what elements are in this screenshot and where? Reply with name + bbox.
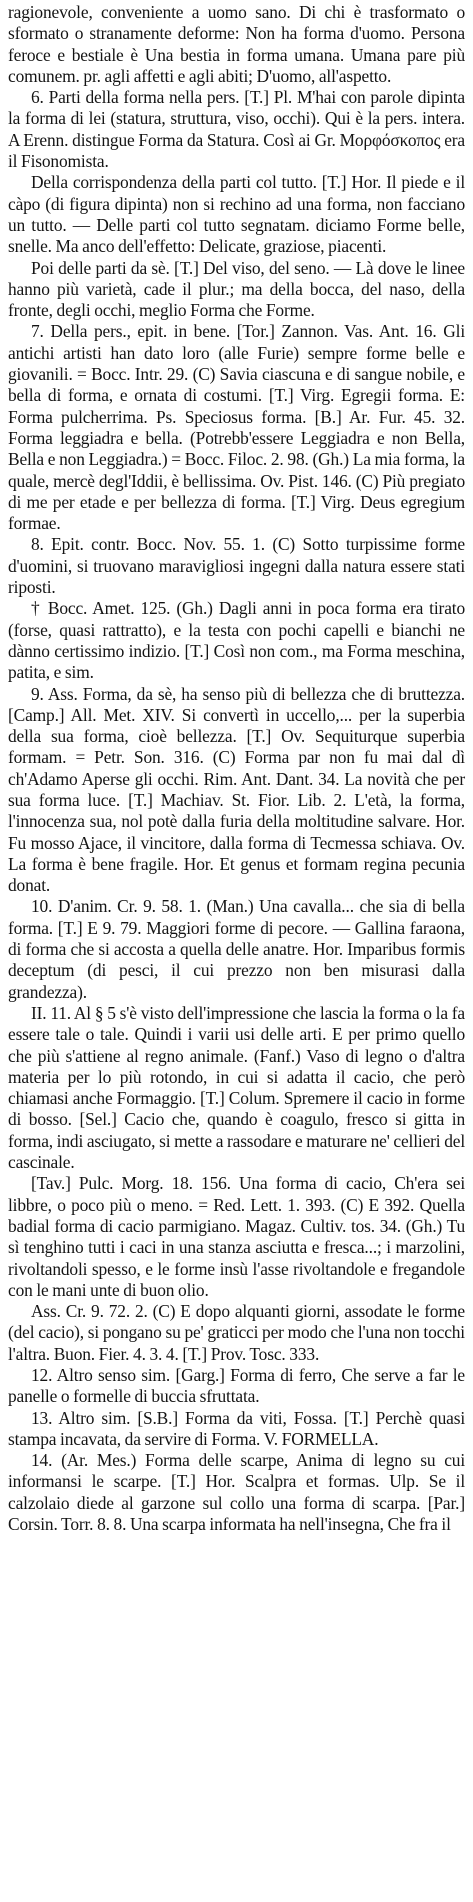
paragraph-parts: Poi delle parti da sè. [T.] Del viso, del seno. — Là dove le linee hanno più varietà, cade il plur.; ma della bocca, del naso, della fronte, degli occhi, meglio Forma che Forme. [8, 257, 465, 321]
dictionary-column [8, 2, 465, 1535]
paragraph-sense-13: 13. Altro sim. [S.B.] Forma da viti, Fossa. [T.] Perchè quasi stampa incavata, da servire di Forma. V. FORMELLA. [8, 1407, 465, 1449]
paragraph-ass: Ass. Cr. 9. 72. 2. (C) E dopo alquanti giorni, assodate le forme (del cacio), si pongano su pe' graticci per modo che l'una non tocchi l'altra. Buon. Fier. 4. 3. 4. [T.] Prov. Tosc. 333. [8, 1301, 465, 1364]
paragraph-sense-10: 10. D'anim. Cr. 9. 58. 1. (Man.) Una cavalla... che sia di bella forma. [T.] E 9. 79. Maggiori forme di pecore. — Gallina faraona, di forma che si accosta a quella delle anatre. Hor. Imparibus formis deceptum (di pesci, il cui prezzo non ben misurasi dalla grandezza). [8, 896, 465, 1002]
paragraph-sense-7: 7. Della pers., epit. in bene. [Tor.] Zannon. Vas. Ant. 16. Gli antichi artisti han dato loro (alle Furie) sempre forme belle e giovanili. = Bocc. Intr. 29. (C) Savia ciascuna e di sangue nobile, e bella di forma, e ornata di costumi. [T.] Virg. Egregii forma. E: Forma pulcherrima. Ps. Speciosus forma. [B.] Ar. Fur. 45. 32. Forma leggiadra e bella. (Potrebb'essere Leggiadra e non Bella, Bella e non Leggiadra.) = Bocc. Filoc. 2. 98. (Gh.) La mia forma, la quale, mercè degl'Iddii, è bellissima. Ov. Pist. 146. (C) Più pregiato di me per etade e per bellezza di forma. [T.] Virg. Deus egregium formae. [8, 321, 465, 534]
paragraph-cheese-citations: [Tav.] Pulc. Morg. 18. 156. Una forma di cacio, Ch'era sei libbre, o poco più o meno. = Red. Lett. 1. 393. (C) E 392. Quella badial forma di cacio parmigiano. Magaz. Cultiv. tos. 34. (Gh.) Tu sì tenghino tutti i caci in una stanza asciutta e fresca...; i marzolini, rivoltandoli spesso, e le forme insù l'asse rivoltandole e fregandole con le mani unte di buon olio. [8, 1173, 465, 1300]
paragraph-obsolete: † Bocc. Amet. 125. (Gh.) Dagli anni in poca forma era tirato (forse, quasi rattratto), e la testa con pochi capelli e bianchi ne dànno certissimo indizio. [T.] Così non com., ma Forma meschina, patita, e sim. [8, 598, 465, 683]
paragraph-sense-9: 9. Ass. Forma, da sè, ha senso più di bellezza che di bruttezza. [Camp.] All. Met. XIV. Si convertì in uccello,... per la superbia della sua forma, cioè bellezza. [T.] Ov. Sequiturque superbia formam. = Petr. Son. 316. (C) Forma par non fu mai dal dì ch'Adamo Aperse gli occhi. Rim. Ant. Dant. 34. La novità che per sua forma luce. [T.] Machiav. St. Fior. Lib. 2. L'età, la forma, l'innocenza sua, nol potè dalla furia della moltitudine salvare. Hor. Fu mosso Ajace, il vincitore, dalla forma di Tecmessa schiava. Ov. La forma è bene fragile. Hor. Et genus et formam regina pecunia donat. [8, 683, 465, 896]
paragraph-sense-11: II. 11. Al § 5 s'è visto dell'impressione che lascia la forma o la fa essere tale o tale. Quindi i varii usi delle arti. E per primo quello che più s'attiene al regno animale. (Fanf.) Vaso di legno o d'altra materia per lo più rotondo, in cui si adatta il cacio, che però chiamasi anche Formaggio. [T.] Colum. Spremere il cacio in forme di bosso. [Sel.] Cacio che, quando è coagulo, fresco si gitta in forma, indi asciugato, si mette a rassodare e maturare ne' cellieri del cascinale. [8, 1002, 465, 1173]
paragraph-sense-12: 12. Altro senso sim. [Garg.] Forma di ferro, Che serve a far le panelle o formelle di buccia sfruttata. [8, 1365, 465, 1407]
paragraph-sense-6: 6. Parti della forma nella pers. [T.] Pl. M'hai con parole dipinta la forma di lei (statura, struttura, viso, occhi). Qui è la pers. intera. A Erenn. distingue Forma da Statura. Così ai Gr. Μορφόσκοπος era il Fisonomista. [8, 87, 465, 172]
paragraph-sense-14: 14. (Ar. Mes.) Forma delle scarpe, Anima di legno su cui informansi le scarpe. [T.] Hor. Scalpra et formas. Ulp. Se il calzolaio diede al garzone sul collo una forma di scarpa. [Par.] Corsin. Torr. 8. 8. Una scarpa informata ha nell'insegna, Che fra il [8, 1450, 465, 1535]
paragraph-correspondence: Della corrispondenza della parti col tutto. [T.] Hor. Il piede e il càpo (di figura dipinta) non si rechino ad una forma, non facciano un tutto. — Delle parti col tutto segnatam. diciamo Forme belle, snelle. Ma anco dell'effetto: Delicate, graziose, piacenti. [8, 172, 465, 257]
paragraph-continuation: ragionevole, conveniente a uomo sano. Di chi è trasformato o sformato o stranamente deforme: Non ha forma d'uomo. Persona feroce e bestiale è Una bestia in forma umana. Umana pare più comunem. pr. agli affetti e agli abiti; D'uomo, all'aspetto. [8, 2, 465, 86]
paragraph-sense-8: 8. Epit. contr. Bocc. Nov. 55. 1. (C) Sotto turpissime forme d'uomini, si truovano maravigliosi ingegni dalla natura essere stati riposti. [8, 534, 465, 598]
